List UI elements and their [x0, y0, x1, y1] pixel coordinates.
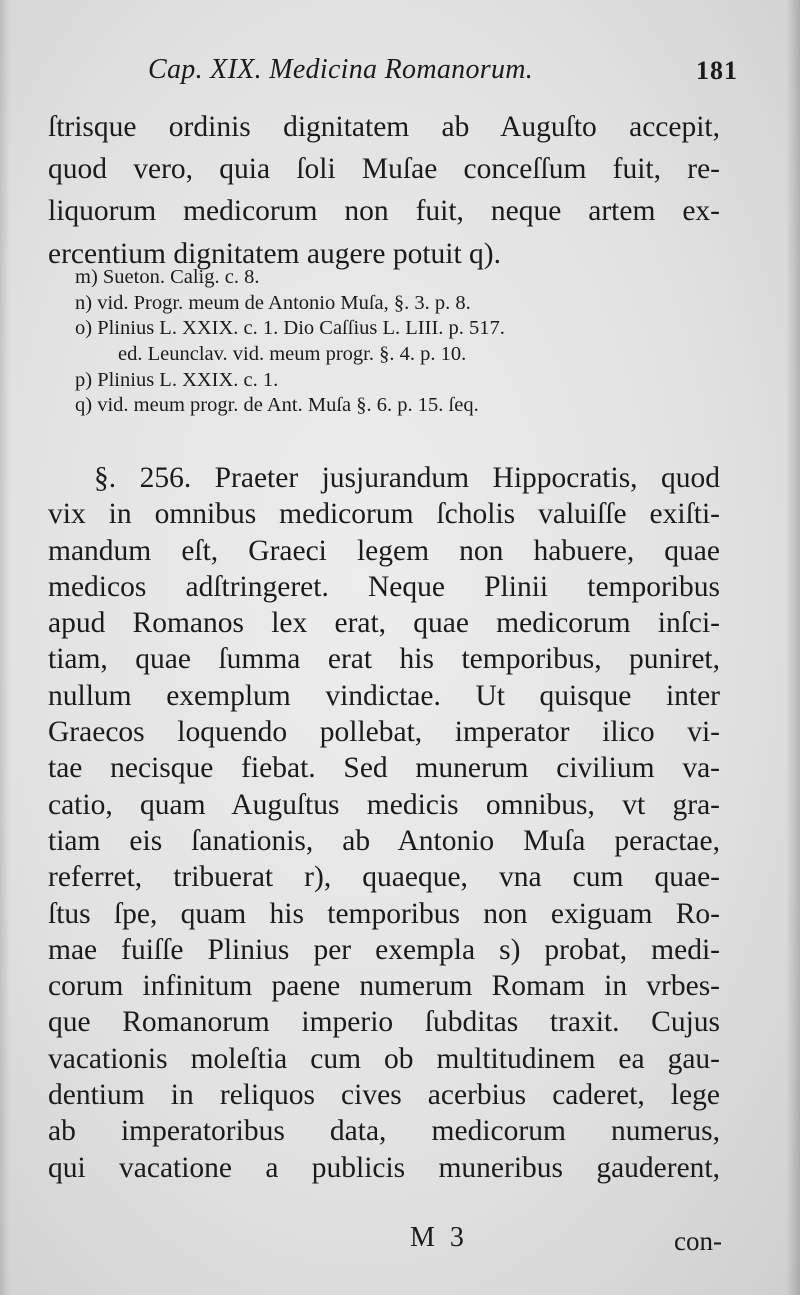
text-line: medicos adſtringeret. Neque Plinii temporibus	[48, 570, 720, 603]
page-shadow-left	[0, 0, 10, 1295]
text-line: catio, quam Auguſtus medicis omnibus, vt gra-	[48, 788, 720, 821]
text-line: quod vero, quia ſoli Muſae conceſſum fuit, re-	[48, 153, 720, 186]
text-line: tae necisque fiebat. Sed munerum civilium va-	[48, 752, 720, 785]
text-line: dentium in reliquos cives acerbius caderet, lege	[48, 1079, 720, 1112]
text-line: ercentium dignitatem augere potuit q).	[48, 237, 502, 270]
footnote-q: q) vid. meum progr. de Ant. Muſa §. 6. p. 15. ſeq.	[75, 394, 479, 417]
text-line: mandum eſt, Graeci legem non habuere, quae	[48, 534, 720, 567]
text-line: qui vacatione a publicis muneribus gauderent,	[48, 1151, 720, 1184]
text-line: §. 256. Praeter jusjurandum Hippocratis, quod	[94, 462, 720, 494]
text-line: que Romanorum imperio ſubditas traxit. Cujus	[48, 1006, 720, 1039]
page-shadow-right	[786, 0, 800, 1295]
signature-mark: M 3	[410, 1222, 468, 1253]
text-line: nullum exemplum vindictae. Ut quisque inter	[48, 679, 720, 712]
text-line: ſtus ſpe, quam his temporibus non exiguam Ro-	[48, 897, 720, 930]
text-line: ab imperatoribus data, medicorum numerus,	[48, 1115, 720, 1148]
text-line: vix in omnibus medicorum ſcholis valuiſſe exiſti-	[48, 498, 720, 531]
page-number: 181	[696, 56, 738, 85]
text-line: corum infinitum paene numerum Romam in vrbes-	[48, 970, 720, 1003]
footnote-o: o) Plinius L. XXIX. c. 1. Dio Caſſius L. LIII. p. 517.	[75, 317, 505, 340]
section-256-paragraph	[48, 460, 720, 1186]
continued-paragraph	[48, 106, 720, 275]
page-header	[48, 52, 738, 92]
catchword: con-	[674, 1226, 722, 1256]
text-line: ſtrisque ordinis dignitatem ab Auguſto accepit,	[48, 111, 720, 143]
footnote-o-continued: ed. Leunclav. vid. meum progr. §. 4. p. 10.	[118, 343, 467, 366]
footnote-m: m) Sueton. Calig. c. 8.	[75, 266, 260, 288]
text-line: Graecos loquendo pollebat, imperator ilico vi-	[48, 716, 720, 749]
footnote-p: p) Plinius L. XXIX. c. 1.	[75, 368, 279, 391]
text-line: tiam eis ſanationis, ab Antonio Muſa peractae,	[48, 824, 720, 857]
text-line: vacationis moleſtia cum ob multitudinem ea gau-	[48, 1042, 720, 1075]
footnote-n: n) vid. Progr. meum de Antonio Muſa, §. 3. p. 8.	[75, 291, 471, 314]
running-head: Cap. XIX. Medicina Romanorum.	[148, 54, 534, 85]
text-line: referret, tribuerat r), quaeque, vna cum quae-	[48, 861, 720, 894]
text-line: tiam, quae ſumma erat his temporibus, puniret,	[48, 643, 720, 676]
footnotes	[75, 265, 715, 419]
text-line: liquorum medicorum non fuit, neque artem ex-	[48, 195, 720, 228]
text-line: mae fuiſſe Plinius per exempla s) probat, medi-	[48, 933, 720, 966]
text-line: apud Romanos lex erat, quae medicorum inſci-	[48, 607, 720, 640]
